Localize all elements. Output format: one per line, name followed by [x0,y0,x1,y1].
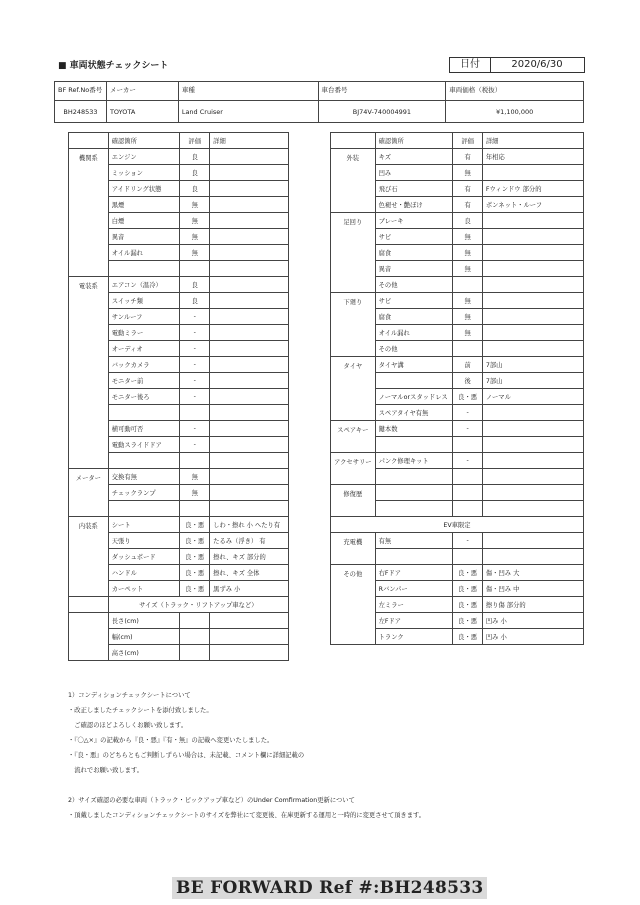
rating-cell: - [180,373,210,389]
maker-value: TOYOTA [106,101,178,123]
check-item: エンジン [108,149,180,165]
model-label: 車種 [178,82,318,101]
table-row [331,453,584,469]
check-item: その他 [375,277,453,293]
rating-cell: 後 [453,373,483,389]
detail-cell [210,213,289,229]
rating-cell [453,341,483,357]
detail-cell [210,645,289,661]
detail-cell [210,277,289,293]
detail-cell [482,437,583,453]
detail-cell [482,485,583,501]
table-row [331,149,584,165]
table-row [331,357,584,373]
check-item: タイヤ溝 [375,357,453,373]
rating-cell: 良・悪 [453,613,483,629]
check-item: チェックランプ [108,485,180,501]
check-item: Rバンパー [375,581,453,597]
rating-cell: 良・悪 [453,389,483,405]
check-item: サビ [375,229,453,245]
rating-cell: 無 [453,325,483,341]
rating-cell [453,549,483,565]
rating-cell: 無 [180,197,210,213]
check-item [375,501,453,517]
detail-cell: ボンネット・ルーフ [482,197,583,213]
check-item: 電動ミラー [108,325,180,341]
category-label: 充電機 [331,533,376,565]
date-label: 日付 [450,58,491,72]
rating-cell: - [180,437,210,453]
price-value: ¥1,100,000 [446,101,584,123]
check-item: 右Fドア [375,565,453,581]
detail-cell [482,213,583,229]
table-header-row [331,133,584,149]
rating-cell: - [180,389,210,405]
detail-cell [210,437,289,453]
detail-cell: しわ・擦れ 小 へたり有 [210,517,289,533]
check-item: 異音 [375,261,453,277]
detail-cell [482,309,583,325]
detail-cell [210,405,289,421]
note-line: 1）コンディションチェックシートについて [68,692,191,699]
detail-cell [210,389,289,405]
rating-cell: 良・悪 [180,517,210,533]
check-item: エアコン（温冷） [108,277,180,293]
rating-cell: 良・悪 [453,565,483,581]
detail-cell [482,261,583,277]
table-row [331,213,584,229]
detail-cell [482,165,583,181]
detail-cell [482,533,583,549]
check-item: ハンドル [108,565,180,581]
detail-cell [210,613,289,629]
rating-cell [453,485,483,501]
rating-cell: 無 [453,261,483,277]
table-header-row [69,133,289,149]
detail-cell [482,549,583,565]
table-row [69,613,289,629]
detail-cell [210,485,289,501]
header-blank [69,133,109,149]
column-header: 確認箇所 [375,133,453,149]
category-label: 機関系 [69,149,109,277]
rating-cell: - [453,453,483,469]
detail-cell [210,309,289,325]
check-item: オイル漏れ [375,325,453,341]
table-row [69,517,289,533]
ref-label: BF Ref.No番号 [55,82,107,101]
detail-cell: たるみ（浮き） 有 [210,533,289,549]
date-box [449,57,585,73]
check-item: トランク [375,629,453,645]
table-row [331,485,584,501]
model-value: Land Cruiser [178,101,318,123]
check-item: 鍵本数 [375,421,453,437]
rating-cell: 良 [180,165,210,181]
check-item: 左Fドア [375,613,453,629]
category-label: スペアキー [331,421,376,453]
detail-cell [210,293,289,309]
detail-cell: 凹み 小 [482,613,583,629]
rating-cell: - [180,341,210,357]
category-label: 修復歴 [331,485,376,517]
check-item: 色褪せ・艶ぼけ [375,197,453,213]
check-item: キズ [375,149,453,165]
section-header-row [331,517,584,533]
check-item: スイッチ類 [108,293,180,309]
rating-cell: 無 [453,309,483,325]
check-item: モニター前 [108,373,180,389]
check-item [375,469,453,485]
detail-cell: Fウィンドウ 部分的 [482,181,583,197]
rating-cell: - [180,421,210,437]
check-item: シート [108,517,180,533]
rating-cell: 無 [453,293,483,309]
note-line: ・改正しましたチェックシートを添付致しました。 [68,707,213,714]
detail-cell: 傷・凹み 中 [482,581,583,597]
rating-cell [180,645,210,661]
category-label: アクセサリー [331,453,376,485]
detail-cell [482,293,583,309]
rating-cell: 有 [453,181,483,197]
check-item: 黒煙 [108,197,180,213]
detail-cell [482,277,583,293]
rating-cell: 良・悪 [180,581,210,597]
check-item [375,437,453,453]
column-header: 詳細 [210,133,289,149]
section-header: サイズ（トラック・リフトアップ車など） [108,597,288,613]
chassis-value: BJ74V-740004991 [318,101,446,123]
vehicle-info-table [54,81,584,123]
detail-cell [482,453,583,469]
check-item: パンク修理キット [375,453,453,469]
rating-cell: 有 [453,149,483,165]
rating-cell [180,405,210,421]
rating-cell: 無 [453,165,483,181]
detail-cell: 擦り傷 部分的 [482,597,583,613]
rating-cell: 良・悪 [453,629,483,645]
rating-cell: 良・悪 [180,533,210,549]
category-label: 足回り [331,213,376,293]
rating-cell [180,613,210,629]
rating-cell [180,501,210,517]
check-item: サンルーフ [108,309,180,325]
detail-cell [482,229,583,245]
category-label: 内装系 [69,517,109,597]
check-item: 横可動可否 [108,421,180,437]
check-item [108,405,180,421]
check-item: スペアタイヤ有無 [375,405,453,421]
check-item: 白煙 [108,213,180,229]
table-row [331,293,584,309]
detail-cell: ノーマル [482,389,583,405]
rating-cell: - [453,405,483,421]
rating-cell: 良・悪 [453,597,483,613]
rating-cell: 良・悪 [453,581,483,597]
check-item: アイドリング状態 [108,181,180,197]
check-item [375,485,453,501]
detail-cell [210,469,289,485]
check-item: サビ [375,293,453,309]
check-item: バックカメラ [108,357,180,373]
rating-cell: 良 [180,277,210,293]
rating-cell: 良・悪 [180,549,210,565]
date-value: 2020/6/30 [511,59,563,70]
check-item: その他 [375,341,453,357]
detail-cell [210,357,289,373]
right-check-table [330,132,584,645]
notes-section [68,688,425,823]
category-label: その他 [331,565,376,645]
detail-cell [210,165,289,181]
rating-cell [180,453,210,469]
detail-cell: 傷・凹み 大 [482,565,583,581]
rating-cell: - [453,533,483,549]
check-item: 長さ(cm) [108,613,180,629]
rating-cell: 無 [180,485,210,501]
check-item: 天張り [108,533,180,549]
category-label: タイヤ [331,357,376,421]
check-item: ブレーキ [375,213,453,229]
detail-cell: 年相応 [482,149,583,165]
check-item: 高さ(cm) [108,645,180,661]
check-item: 電動スライドドア [108,437,180,453]
detail-cell [482,469,583,485]
detail-cell [482,341,583,357]
check-item: 幅(cm) [108,629,180,645]
detail-cell [210,629,289,645]
table-row [69,149,289,165]
section-header: EV車限定 [331,517,584,533]
check-item: カーペット [108,581,180,597]
detail-cell [482,245,583,261]
blank-category [69,613,109,661]
column-header: 確認箇所 [108,133,180,149]
rating-cell [180,261,210,277]
detail-cell [210,181,289,197]
note-line: ・『〇△×』の記載から『良・悪』『有・無』の記載へ変更いたしました。 [68,737,274,744]
rating-cell: 前 [453,357,483,373]
check-item: オーディオ [108,341,180,357]
ref-value: BH248533 [55,101,107,123]
detail-cell [210,421,289,437]
check-item: モニター後ろ [108,389,180,405]
detail-cell [210,341,289,357]
table-row [331,533,584,549]
check-item: ノーマルorスタッドレス [375,389,453,405]
detail-cell [210,261,289,277]
footer-reference: BE FORWARD Ref #:BH248533 [172,877,487,899]
rating-cell: - [180,325,210,341]
blank-cell [69,597,109,613]
category-label: 外装 [331,149,376,213]
category-label: メーター [69,469,109,517]
detail-cell: 7部山 [482,373,583,389]
detail-cell [210,325,289,341]
detail-cell [482,501,583,517]
check-item: オイル漏れ [108,245,180,261]
note-line: ご確認のほどよろしくお願い致します。 [68,722,188,729]
detail-cell: 7部山 [482,357,583,373]
check-item: ミッション [108,165,180,181]
rating-cell: 無 [453,229,483,245]
rating-cell: 無 [180,469,210,485]
rating-cell [453,437,483,453]
check-item [108,501,180,517]
rating-cell: 良 [180,149,210,165]
maker-label: メーカー [106,82,178,101]
rating-cell: - [180,309,210,325]
detail-cell: 擦れ、キズ 部分的 [210,549,289,565]
check-item: 腐食 [375,309,453,325]
detail-cell: 凹み 小 [482,629,583,645]
chassis-label: 車台番号 [318,82,446,101]
table-row [331,421,584,437]
check-item: 腐食 [375,245,453,261]
detail-cell [210,501,289,517]
check-item [375,373,453,389]
detail-cell [210,149,289,165]
detail-cell: 黒ずみ 小 [210,581,289,597]
rating-cell: 無 [180,213,210,229]
rating-cell: 良 [180,293,210,309]
table-row [331,565,584,581]
rating-cell: 無 [180,245,210,261]
rating-cell: 良・悪 [180,565,210,581]
document-title: ■ 車両状態チェックシート [58,61,169,71]
rating-cell [453,469,483,485]
header-blank [331,133,376,149]
column-header: 評価 [453,133,483,149]
note-line: ・頂戴しましたコンディションチェックシートのサイズを弊社にて変更後、在庫更新する運用と一時的に変更させて頂きます。 [68,812,426,819]
detail-cell [482,421,583,437]
rating-cell [453,501,483,517]
rating-cell: 良 [180,181,210,197]
detail-cell [210,245,289,261]
note-line: 2）サイズ確認の必要な車両（トラック・ピックアップ車など）のUnder Comfirmation更新について [68,797,355,804]
rating-cell [453,277,483,293]
rating-cell [180,629,210,645]
check-item [108,453,180,469]
price-label: 車両価格（税抜） [446,82,584,101]
column-header: 評価 [180,133,210,149]
rating-cell: 有 [453,197,483,213]
detail-cell [210,229,289,245]
category-label: 下廻り [331,293,376,357]
note-line: 流れでお願い致します。 [68,767,144,774]
left-check-table [68,132,289,661]
detail-cell [210,197,289,213]
rating-cell: 無 [180,229,210,245]
rating-cell: - [180,357,210,373]
check-item: 有無 [375,533,453,549]
note-line [68,778,425,793]
check-item: 凹み [375,165,453,181]
column-header: 詳細 [482,133,583,149]
check-item [108,261,180,277]
check-item [375,549,453,565]
check-item: 飛び石 [375,181,453,197]
note-line: ・『良・悪』のどちらともご判断しずらい場合は、未記載、コメント欄に詳細記載の [68,752,305,759]
check-item: ダッシュボード [108,549,180,565]
check-item: 左ミラー [375,597,453,613]
detail-cell [210,373,289,389]
detail-cell [482,405,583,421]
section-header-row [69,597,289,613]
detail-cell: 擦れ、キズ 全体 [210,565,289,581]
rating-cell: 良 [453,213,483,229]
table-row [69,277,289,293]
table-row [69,469,289,485]
detail-cell [210,453,289,469]
category-label: 電装系 [69,277,109,469]
rating-cell: 無 [453,245,483,261]
rating-cell: - [453,421,483,437]
detail-cell [482,325,583,341]
check-item: 交換有無 [108,469,180,485]
check-item: 異音 [108,229,180,245]
